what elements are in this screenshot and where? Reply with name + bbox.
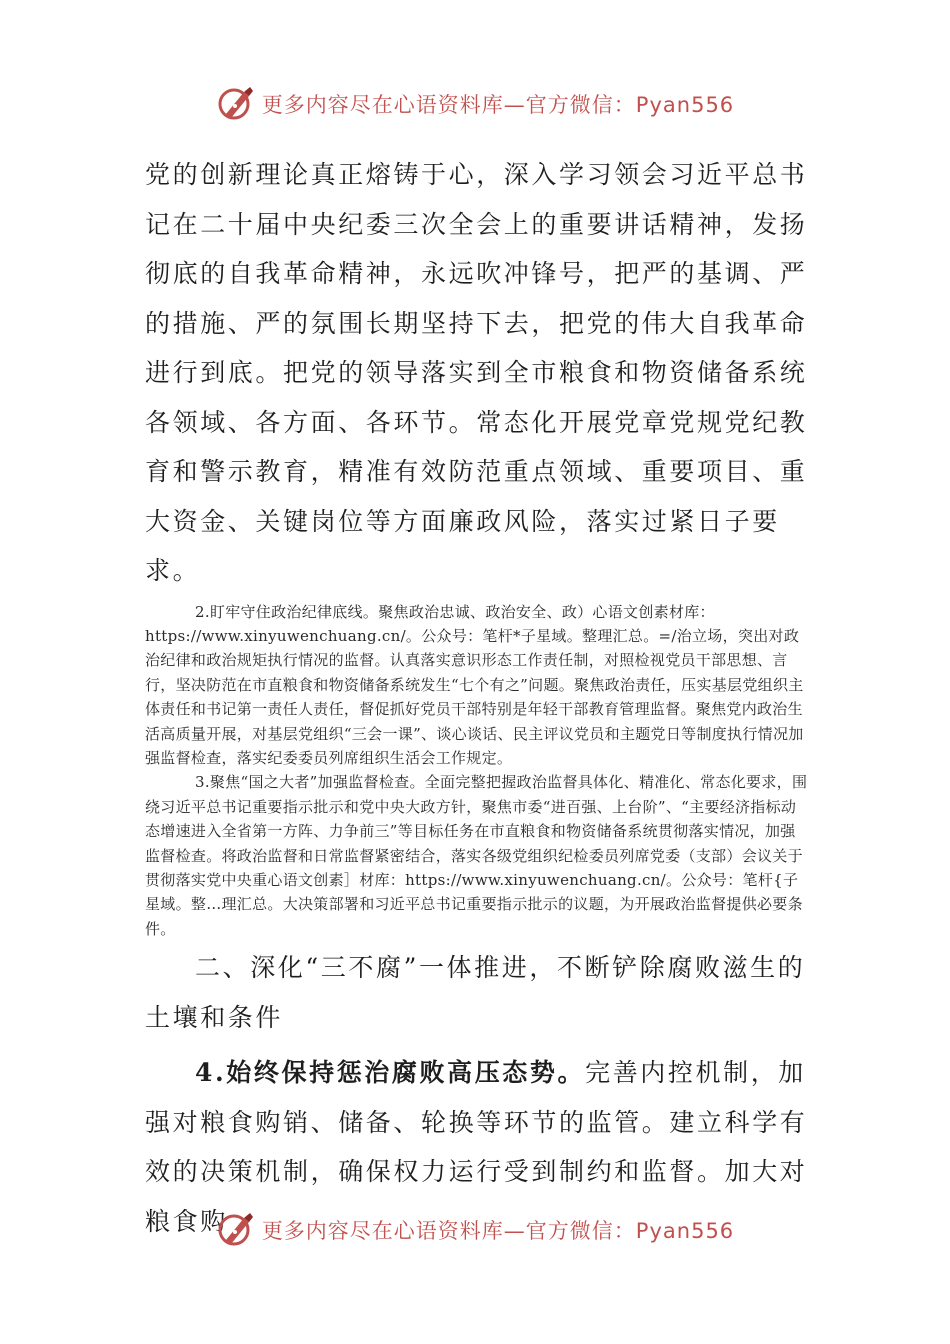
pen-nib-logo-icon xyxy=(216,1210,256,1250)
pen-nib-logo-icon xyxy=(216,84,256,124)
banner-text: 更多内容尽在心语资料库—官方微信：Pyan556 xyxy=(261,1219,735,1243)
section-heading-2: 二、深化“三不腐”一体推进，不断铲除腐败滋生的土壤和条件 xyxy=(145,953,806,1032)
document-body xyxy=(145,150,810,1246)
paragraph-4-lead: 4.始终保持惩治腐败高压态势。 xyxy=(195,1058,586,1088)
paragraph-2: 2.盯牢守住政治纪律底线。聚焦政治忠诚、政治安全、政）心语文创素材库：https://www.xinyuwenchuang.cn/。公众号：笔杆*子星域。整理汇总。=/治立场，突出对政治纪律和政治规矩执行情况的监督。认真落实意识形态工作责任制，对照检视党员干部思想、言行，坚决防范在市直粮食和物资储备系统发生“七个有之”问题。聚焦政治责任，压实基层党组织主体责任和书记第一责任人责任，督促抓好党员干部特别是年轻干部教育管理监督。聚焦党内政治生活高质量开展，对基层党组织“三会一课”、谈心谈话、民主评议党员和主题党日等制度执行情况加强监督检查，落实纪委委员列席组织生活会工作规定。 xyxy=(145,602,804,767)
footer-banner xyxy=(0,1208,950,1252)
paragraph-1: 党的创新理论真正熔铸于心，深入学习领会习近平总书记在二十届中央纪委三次全会上的重要讲话精神，发扬彻底的自我革命精神，永远吹冲锋号，把严的基调、严的措施、严的氛围长期坚持下去，把党的伟大自我革命进行到底。把党的领导落实到全市粮食和物资储备系统各领域、各方面、各环节。常态化开展党章党规党纪教育和警示教育，精准有效防范重点领域、重要项目、重大资金、关键岗位等方面廉政风险，落实过紧日子要求。 xyxy=(145,160,808,585)
banner-text: 更多内容尽在心语资料库—官方微信：Pyan556 xyxy=(261,93,735,117)
paragraph-3: 3.聚焦“国之大者”加强监督检查。全面完整把握政治监督具体化、精准化、常态化要求，围绕习近平总书记重要指示批示和党中央大政方针，聚焦市委“进百强、上台阶”、“主要经济指标动态增速进入全省第一方阵、力争前三”等目标任务在市直粮食和物资储备系统贯彻落实情况，加强监督检查。将政治监督和日常监督紧密结合，落实各级党组织纪检委员列席党委（支部）会议关于贯彻落实党中央重心语文创素］材库：https://www.xinyuwenchuang.cn/。公众号：笔杆{子星域。整…理汇总。大决策部署和习近平总书记重要指示批示的议题，为开展政治监督提供必要条件。 xyxy=(145,773,808,938)
paragraph-4-text: 完善内控机制，加强对粮食购销、储备、轮换等环节的监管。建立科学有效的决策机制，确保权力运行受到制约和监督。加大对粮食购 xyxy=(145,1058,808,1236)
header-banner xyxy=(0,82,950,126)
